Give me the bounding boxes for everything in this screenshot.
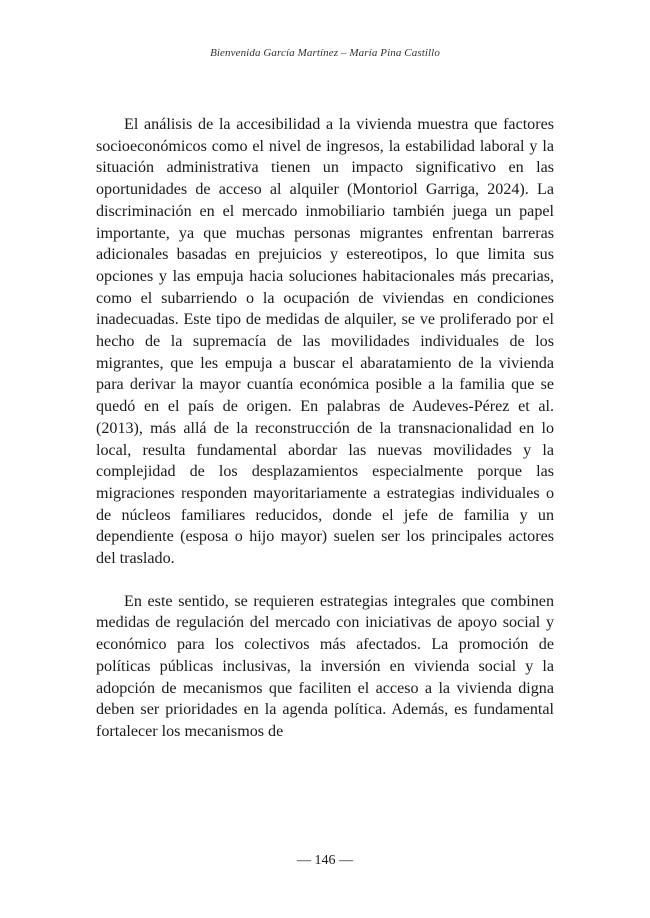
page-number: — 146 — [297, 853, 353, 868]
paragraph-2: En este sentido, se requieren estrategias integrales que combinen medidas de regulación del mercado con iniciativas de apoyo social y económico para los colectivos más afectados. La promoción de políticas públicas inclusivas, la inversión en vivienda social y la adopción de mecanismos que faciliten el acceso a la vivienda digna deben ser prioridades en la agenda política. Además, es fundamental fortalecer los mecanismos de [96, 592, 554, 740]
body-text [96, 114, 554, 743]
running-header: Bienvenida García Martínez – María Pina Castillo [210, 47, 440, 59]
paragraph-1: El análisis de la accesibilidad a la vivienda muestra que factores socioeconómicos como el nivel de ingresos, la estabilidad laboral y la situación administrativa tienen un impacto significativo en las oportunidades de acceso al alquiler (Montoriol Garriga, 2024). La discriminación en el mercado inmobiliario también juega un papel importante, ya que muchas personas migrantes enfrentan barreras adicionales basadas en prejuicios y estereotipos, lo que limita sus opciones y las empuja hacia soluciones habitacionales más precarias, como el subarriendo o la ocupación de viviendas en condiciones inadecuadas. Este tipo de medidas de alquiler, se ve proliferado por el hecho de la supremacía de las movilidades individuales de los migrantes, que les empuja a buscar el abaratamiento de la vivienda para derivar la mayor cuantía económica posible a la familia que se quedó en el país de origen. En palabras de Audeves-Pérez et al. (2013), más allá de la reconstrucción de la transnacionalidad en lo local, resulta fundamental abordar las nuevas movilidades y la complejidad de los desplazamientos especialmente porque las migraciones responden mayoritariamente a estrategias individuales o de núcleos familiares reducidos, donde el jefe de familia y un dependiente (esposa o hijo mayor) suelen ser los principales actores del traslado. [96, 116, 554, 568]
